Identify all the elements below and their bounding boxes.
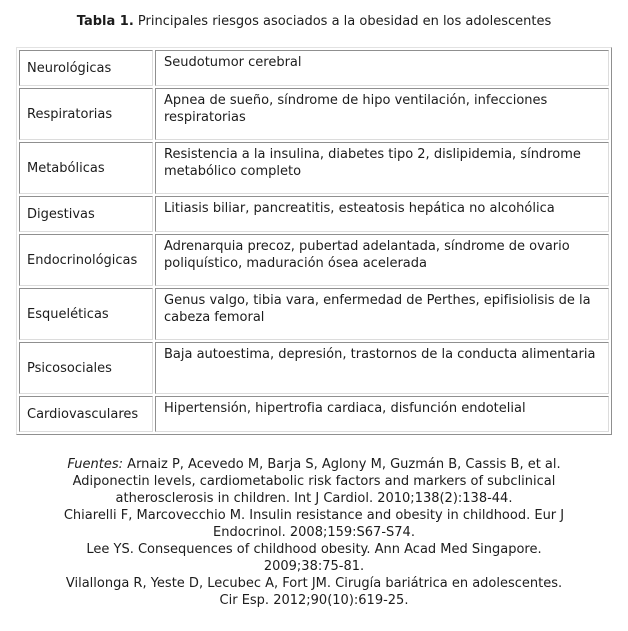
table-row bbox=[19, 342, 609, 394]
risks-cell: Seudotumor cerebral bbox=[155, 50, 609, 86]
source-line: Adiponectin levels, cardiometabolic risk factors and markers of subclinical bbox=[72, 474, 556, 489]
table-number: Tabla 1. bbox=[76, 14, 134, 29]
source-line: Endocrinol. 2008;159:S67-S74. bbox=[213, 525, 415, 540]
category-cell: Psicosociales bbox=[19, 342, 153, 394]
table-row bbox=[19, 396, 609, 432]
table-row bbox=[19, 88, 609, 140]
source-line bbox=[34, 456, 594, 473]
source-line: Cir Esp. 2012;90(10):619-25. bbox=[219, 593, 409, 608]
risks-cell: Litiasis biliar, pancreatitis, esteatosis hepática no alcohólica bbox=[155, 196, 609, 232]
risks-cell: Genus valgo, tibia vara, enfermedad de Perthes, epifisiolisis de la cabeza femoral bbox=[155, 288, 609, 340]
table-title bbox=[0, 13, 628, 30]
risks-table bbox=[16, 47, 612, 435]
source-line: 2009;38:75-81. bbox=[263, 559, 365, 574]
source-line-text: Arnaiz P, Acevedo M, Barja S, Aglony M, Guzmán B, Cassis B, et al. bbox=[127, 457, 561, 472]
table-row bbox=[19, 288, 609, 340]
table-row bbox=[19, 234, 609, 286]
category-cell: Digestivas bbox=[19, 196, 153, 232]
table-caption: Principales riesgos asociados a la obesidad en los adolescentes bbox=[137, 14, 552, 29]
source-line: atherosclerosis in children. Int J Cardiol. 2010;138(2):138-44. bbox=[115, 491, 513, 506]
source-line: Chiarelli F, Marcovecchio M. Insulin resistance and obesity in childhood. Eur J bbox=[63, 508, 565, 523]
source-line: Lee YS. Consequences of childhood obesity. Ann Acad Med Singapore. bbox=[86, 542, 542, 557]
sources-block bbox=[34, 456, 594, 609]
category-cell: Cardiovasculares bbox=[19, 396, 153, 432]
table-row bbox=[19, 50, 609, 86]
risks-cell: Adrenarquia precoz, pubertad adelantada, síndrome de ovario poliquístico, maduración ósea acelerada bbox=[155, 234, 609, 286]
category-cell: Endocrinológicas bbox=[19, 234, 153, 286]
table-row bbox=[19, 196, 609, 232]
category-cell: Esqueléticas bbox=[19, 288, 153, 340]
category-cell: Metabólicas bbox=[19, 142, 153, 194]
risks-cell: Apnea de sueño, síndrome de hipo ventilación, infecciones respiratorias bbox=[155, 88, 609, 140]
table-row bbox=[19, 142, 609, 194]
risks-cell: Baja autoestima, depresión, trastornos de la conducta alimentaria bbox=[155, 342, 609, 394]
sources-label: Fuentes: bbox=[67, 457, 124, 472]
category-cell: Respiratorias bbox=[19, 88, 153, 140]
source-line: Vilallonga R, Yeste D, Lecubec A, Fort JM. Cirugía bariátrica en adolescentes. bbox=[65, 576, 563, 591]
category-cell: Neurológicas bbox=[19, 50, 153, 86]
risks-cell: Hipertensión, hipertrofia cardiaca, disfunción endotelial bbox=[155, 396, 609, 432]
risks-cell: Resistencia a la insulina, diabetes tipo 2, dislipidemia, síndrome metabólico completo bbox=[155, 142, 609, 194]
